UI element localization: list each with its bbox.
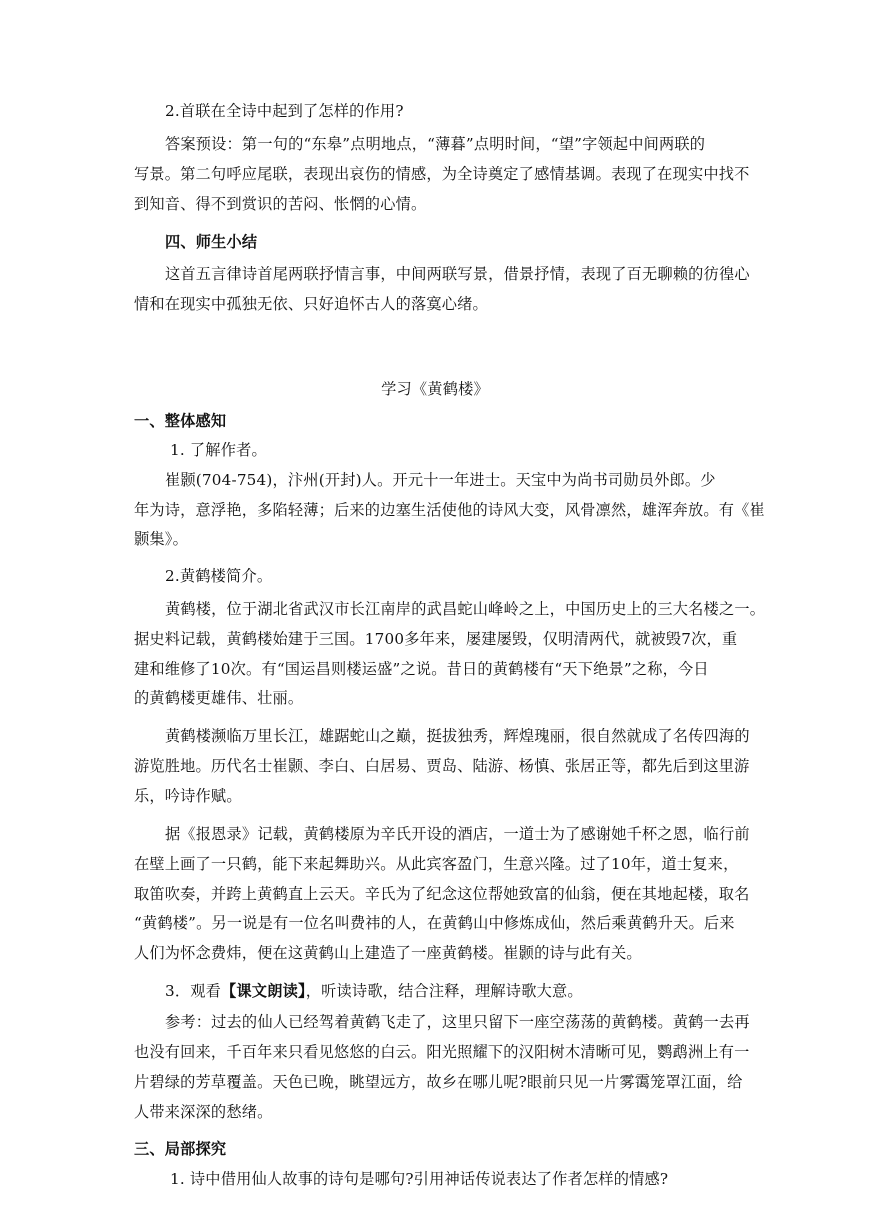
author-line: 年为诗，意浮艳，多陷轻薄；后来的边塞生活使他的诗风大变，风骨凛然，雄浑奔放。有《崔 — [134, 501, 765, 519]
intro-line: 据史料记载，黄鹤楼始建于三国。1700多年来，屡建屡毁，仅明清两代，就被毁7次，重 — [134, 630, 738, 648]
author-line: 崔颢(704-754)，汴州(开封)人。开元十一年进士。天宝中为尚书司勋员外郎。少 — [165, 471, 716, 489]
section-heading-summary: 四、师生小结 — [165, 233, 258, 251]
intro-line: 的黄鹤楼更雄伟、壮丽。 — [134, 689, 304, 707]
intro-line: 建和维修了10次。有“国运昌则楼运盛”之说。昔日的黄鹤楼有“天下绝景”之称，今日 — [134, 660, 709, 678]
answer-line: 到知音、得不到赏识的苦闷、怅惘的心情。 — [134, 195, 427, 213]
answer-line: 答案预设：第一句的“东皋”点明地点，“薄暮”点明时间，“望”字领起中间两联的 — [165, 135, 706, 153]
intro-line: 乐，吟诗作赋。 — [134, 787, 242, 805]
item-3 — [165, 981, 583, 1001]
intro-line: 据《报恩录》记载，黄鹤楼原为辛氏开设的酒店，一道士为了感谢她千杯之恩，临行前 — [165, 825, 750, 843]
author-line: 颢集》。 — [134, 530, 188, 548]
intro-line: 取笛吹奏，并跨上黄鹤直上云天。辛氏为了纪念这位帮她致富的仙翁，便在其地起楼，取名 — [134, 885, 750, 903]
reference-line: 参考：过去的仙人已经驾着黄鹤飞走了，这里只留下一座空荡荡的黄鹤楼。黄鹤一去再 — [165, 1013, 750, 1031]
reference-line: 也没有回来，千百年来只看见悠悠的白云。阳光照耀下的汉阳树木清晰可见，鹦鹉洲上有一 — [134, 1043, 750, 1061]
reference-line: 片碧绿的芳草覆盖。天色已晚，眺望远方，故乡在哪儿呢?眼前只见一片雾霭笼罩江面，给 — [134, 1073, 743, 1091]
item-1: 1. 了解作者。 — [170, 441, 267, 459]
intro-line: “黄鹤楼”。另一说是有一位名叫费祎的人，在黄鹤山中修炼成仙，然后乘黄鹤升天。后来 — [134, 914, 735, 932]
intro-line: 黄鹤楼濒临万里长江，雄踞蛇山之巅，挺拔独秀，辉煌瑰丽，很自然就成了名传四海的 — [165, 727, 750, 745]
question-2: 2.首联在全诗中起到了怎样的作用? — [165, 102, 404, 120]
intro-line: 人们为怀念费炜，便在这黄鹤山上建造了一座黄鹤楼。崔颢的诗与此有关。 — [134, 944, 642, 962]
item-3-prefix: 3．观看 — [165, 982, 222, 1000]
intro-line: 黄鹤楼，位于湖北省武汉市长江南岸的武昌蛇山峰岭之上，中国历史上的三大名楼之一。 — [165, 600, 766, 618]
item-3-highlight: 【课文朗读】 — [221, 982, 306, 1000]
answer-line: 写景。第二句呼应尾联，表现出哀伤的情感，为全诗奠定了感情基调。表现了在现实中找不 — [134, 165, 750, 183]
lesson-title: 学习《黄鹤楼》 — [381, 380, 489, 398]
explore-question-1: 1. 诗中借用仙人故事的诗句是哪句?引用神话传说表达了作者怎样的情感? — [170, 1170, 669, 1188]
section-heading-explore: 三、局部探究 — [134, 1140, 227, 1158]
reference-line: 人带来深深的愁绪。 — [134, 1103, 273, 1121]
intro-line: 游览胜地。历代名士崔颢、李白、白居易、贾岛、陆游、杨慎、张居正等，都先后到这里游 — [134, 757, 750, 775]
intro-line: 在壁上画了一只鹤，能下来起舞助兴。从此宾客盈门，生意兴隆。过了10年，道士复来， — [134, 855, 739, 873]
item-3-suffix: ，听读诗歌，结合注释，理解诗歌大意。 — [305, 982, 583, 1000]
section-heading-overall: 一、整体感知 — [134, 412, 227, 430]
item-2: 2.黄鹤楼简介。 — [165, 567, 273, 585]
summary-line: 情和在现实中孤独无依、只好追怀古人的落寞心绪。 — [134, 295, 488, 313]
summary-line: 这首五言律诗首尾两联抒情言事，中间两联写景，借景抒情，表现了百无聊赖的彷徨心 — [165, 265, 750, 283]
